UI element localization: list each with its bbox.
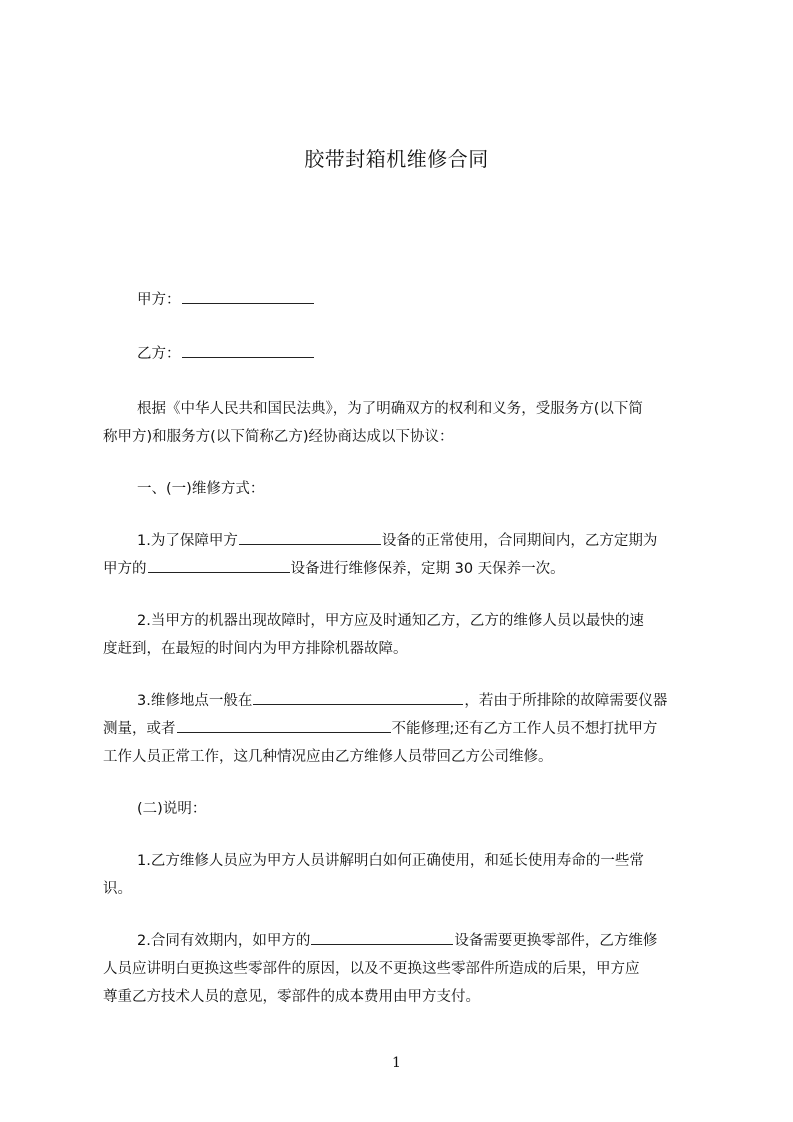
clause-1-line-1 (103, 527, 737, 555)
clause-3-line-1 (103, 687, 737, 715)
party-a-label: 甲方： (137, 292, 181, 308)
clause-2-line-2: 度赶到，在最短的时间内为甲方排除机器故障。 (103, 641, 408, 657)
clause-1-text-a: 1.为了保障甲方 (137, 533, 238, 549)
section-2-heading: (二)说明： (137, 801, 207, 817)
note-1-line-2: 识。 (103, 881, 132, 897)
note-2-line-3: 尊重乙方技术人员的意见，零部件的成本费用由甲方支付。 (103, 989, 480, 1005)
clause-3-line-2 (103, 715, 703, 743)
clause-1-text-c: 甲方的 (103, 561, 147, 577)
page-number: 1 (392, 1055, 401, 1071)
note-2-line-2: 人员应讲明白更换这些零部件的原因，以及不更换这些零部件所造成的后果，甲方应 (103, 961, 640, 977)
clause-1-blank-2 (148, 557, 290, 573)
clause-1-text-b: 设备的正常使用，合同期间内，乙方定期为 (381, 533, 658, 549)
section-1-heading: 一、(一)维修方式： (137, 481, 265, 497)
party-a-blank (182, 288, 314, 304)
clause-1-blank-1 (239, 529, 381, 545)
note-2-line-1 (103, 927, 737, 955)
party-a-line (103, 286, 737, 314)
intro-line-2: 称甲方)和服务方(以下简称乙方)经协商达成以下协议： (103, 429, 454, 445)
clause-1-line-2 (103, 555, 703, 583)
party-b-line (103, 340, 737, 368)
clause-2-line-1: 2.当甲方的机器出现故障时，甲方应及时通知乙方，乙方的维修人员以最快的速 (137, 613, 644, 629)
intro-line-1: 根据《中华人民共和国民法典》，为了明确双方的权利和义务，受服务方(以下简 (137, 401, 643, 417)
clause-3-text-c: 测量，或者 (103, 721, 176, 737)
clause-3-blank-2 (177, 717, 391, 733)
document-title: 胶带封箱机维修合同 (304, 147, 489, 171)
clause-3-blank-1 (253, 689, 463, 705)
clause-3-text-a: 3.维修地点一般在 (137, 693, 253, 709)
note-1-line-1: 1.乙方维修人员应为甲方人员讲解明白如何正确使用，和延长使用寿命的一些常 (137, 853, 644, 869)
note-2-text-b: 设备需要更换零部件，乙方维修 (454, 933, 658, 949)
clause-3-line-3: 工作人员正常工作，这几种情况应由乙方维修人员带回乙方公司维修。 (103, 749, 553, 765)
clause-1-text-d: 设备进行维修保养，定期 30 天保养一次。 (290, 561, 565, 577)
clause-3-text-b: ，若由于所排除的故障需要仪器 (464, 693, 668, 709)
party-b-label: 乙方： (137, 346, 181, 362)
note-2-text-a: 2.合同有效期内，如甲方的 (137, 933, 311, 949)
note-2-blank (311, 929, 453, 945)
party-b-blank (182, 342, 314, 358)
clause-3-text-d: 不能修理;还有乙方工作人员不想打扰甲方 (391, 721, 658, 737)
